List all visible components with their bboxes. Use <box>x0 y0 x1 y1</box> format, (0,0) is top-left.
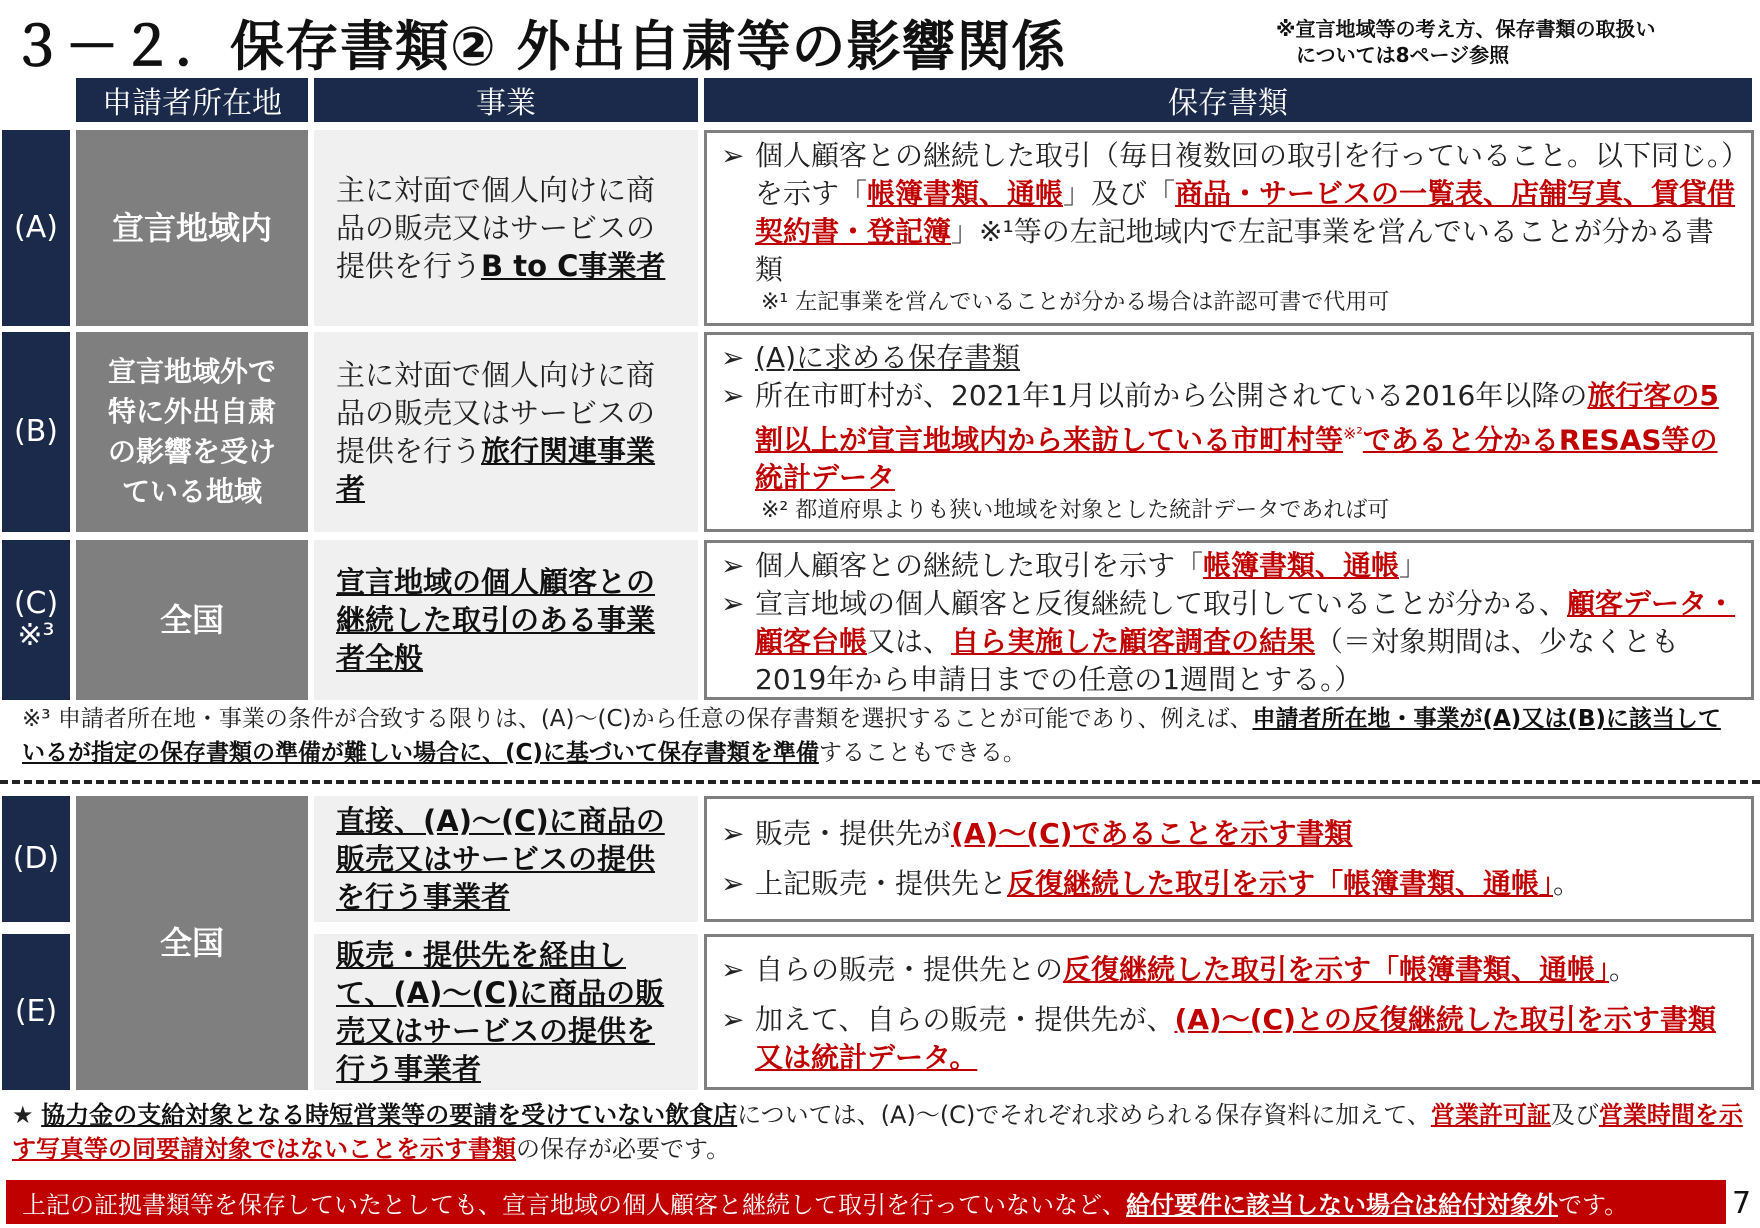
row-d-doc-item-1: ➢ 販売・提供先が(A)～(C)であることを示す書類 <box>721 815 1737 853</box>
row-b-business: 主に対面で個人向けに商品の販売又はサービスの提供を行う旅行関連事業者 <box>314 332 698 532</box>
reference-note-line1: ※宣言地域等の考え方、保存書類の取扱い <box>1276 17 1656 41</box>
row-e-documents <box>704 934 1754 1090</box>
arrow-icon: ➢ <box>721 587 745 620</box>
star-icon: ★ <box>12 1101 34 1129</box>
arrow-icon: ➢ <box>721 953 745 986</box>
row-b-doc-item-1: ➢ (A)に求める保存書類 <box>721 339 1737 377</box>
row-a-label: (A) <box>2 130 70 326</box>
arrow-icon: ➢ <box>721 549 745 582</box>
row-a-note: ※¹ 左記事業を営んでいることが分かる場合は許認可書で代用可 <box>761 290 1390 315</box>
row-de-location: 全国 <box>76 796 308 1090</box>
eligibility-banner: 上記の証拠書類等を保存していたとしても、宣言地域の個人顧客と継続して取引を行っていないなど、 給付要件に該当しない場合は給付対象外 です。 <box>6 1180 1726 1224</box>
row-c-business: 宣言地域の個人顧客との継続した取引のある事業者全般 <box>314 540 698 700</box>
row-c-doc-item-1: ➢ 個人顧客との継続した取引を示す「帳簿書類、通帳」 <box>721 547 1737 585</box>
row-a-documents <box>704 130 1754 326</box>
row-d-label: (D) <box>2 796 70 922</box>
row-a-location: 宣言地域内 <box>76 130 308 326</box>
row-a-doc-item-1: ➢ 個人顧客との継続した取引（毎日複数回の取引を行っていること。以下同じ。）を示す「帳簿書類、通帳」及び「商品・サービスの一覧表、店舗写真、賃貸借契約書・登記簿」※¹等の左記地域内で左記事業を営んでいることが分かる書類 <box>721 139 1736 286</box>
header-location: 申請者所在地 <box>76 78 308 122</box>
row-b-doc-item-2: ➢ 所在市町村が、2021年1月以前から公開されている2016年以降の旅行客の5割以上が宣言地域内から来訪している市町村等$^{※^2}$であると分かるRESAS等の統計データ <box>721 379 1719 495</box>
page-number: 7 <box>1732 1186 1752 1221</box>
row-e-doc-item-2: ➢ 加えて、自らの販売・提供先が、(A)～(C)との反復継続した取引を示す書類又は統計データ。 <box>721 1003 1716 1074</box>
row-b-note: ※² 都道府県よりも狭い地域を対象とした統計データであれば可 <box>761 498 1390 524</box>
header-documents: 保存書類 <box>704 78 1752 122</box>
row-d-documents <box>704 796 1754 922</box>
row-b-documents <box>704 332 1754 532</box>
row-c-location: 全国 <box>76 540 308 700</box>
footnote-3: ※³ 申請者所在地・事業の条件が合致する限りは、(A)～(C)から任意の保存書類を選択することが可能であり、例えば、申請者所在地・事業が(A)又は(B)に該当しているが指定の保存書類の準備が難しい場合に、(C)に基づいて保存書類を準備することもできる。 <box>22 706 1721 766</box>
arrow-icon: ➢ <box>721 817 745 850</box>
row-c-documents <box>704 540 1754 700</box>
row-b-label: (B) <box>2 332 70 532</box>
row-d-business: 直接、(A)～(C)に商品の販売又はサービスの提供を行う事業者 <box>314 796 698 922</box>
arrow-icon: ➢ <box>721 867 745 900</box>
reference-note <box>1276 16 1655 68</box>
reference-note-line2: については8ページ参照 <box>1296 43 1510 67</box>
row-e-label: (E) <box>2 934 70 1090</box>
row-c-label: (C) ※³ <box>2 540 70 700</box>
arrow-icon: ➢ <box>721 139 745 172</box>
row-b-location: 宣言地域外で 特に外出自粛 の影響を受け ている地域 <box>76 332 308 532</box>
arrow-icon: ➢ <box>721 379 745 412</box>
row-c-doc-item-2: ➢ 宣言地域の個人顧客と反復継続して取引していることが分かる、顧客データ・顧客台帳又は、自ら実施した顧客調査の結果（＝対象期間は、少なくとも2019年から申請日までの任意の1週間とする。） <box>721 587 1736 696</box>
row-e-doc-item-1: ➢ 自らの販売・提供先との反復継続した取引を示す「帳簿書類、通帳」。 <box>721 951 1737 989</box>
row-d-doc-item-2: ➢ 上記販売・提供先と反復継続した取引を示す「帳簿書類、通帳」。 <box>721 865 1737 903</box>
section-divider <box>0 780 1760 784</box>
restaurant-note: ★ 協力金の支給対象となる時短営業等の要請を受けていない飲食店については、(A)～(C)でそれぞれ求められる保存資料に加えて、営業許可証及び営業時間を示す写真等の同要請対象ではないことを示す書類の保存が必要です。 <box>12 1101 1743 1163</box>
header-business: 事業 <box>314 78 698 122</box>
row-a-business: 主に対面で個人向けに商品の販売又はサービスの提供を行うB to C事業者 <box>314 130 698 326</box>
arrow-icon: ➢ <box>721 341 745 374</box>
arrow-icon: ➢ <box>721 1003 745 1036</box>
page-title: ３－２．保存書類② 外出自粛等の影響関係 <box>10 15 1067 78</box>
row-e-business: 販売・提供先を経由して、(A)～(C)に商品の販売又はサービスの提供を行う事業者 <box>314 934 698 1090</box>
